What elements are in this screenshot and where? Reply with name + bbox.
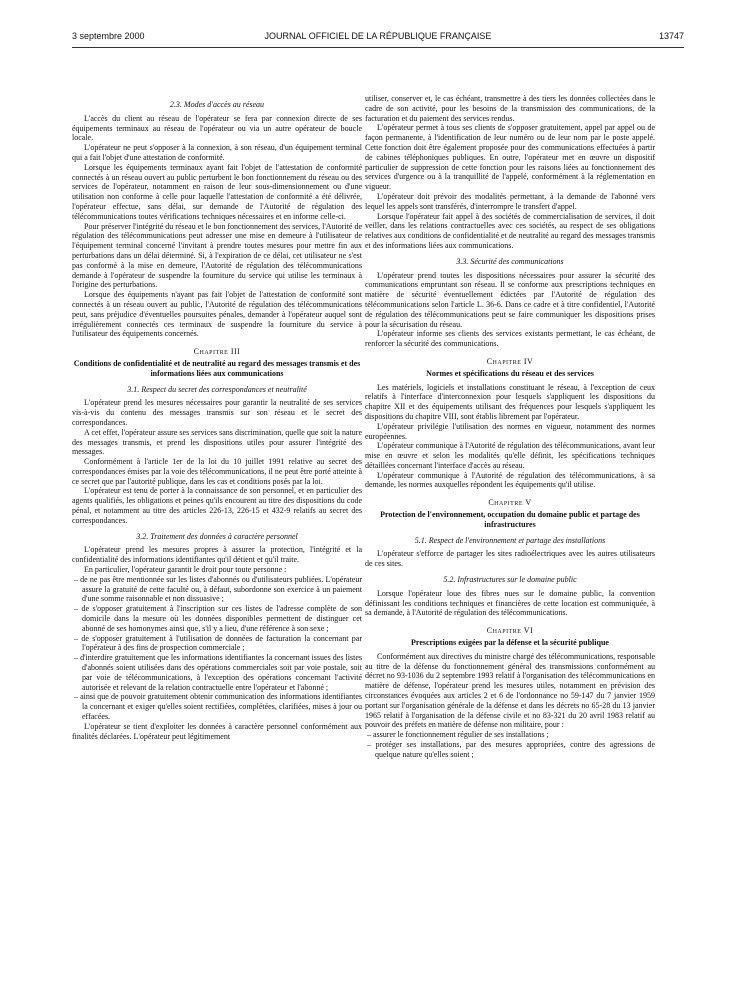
header-rule <box>72 47 684 48</box>
paragraph: utiliser, conserver et, le cas échéant, transmettre à des tiers les données collectées dans le cadre de son activité, pour les besoins de la transmission des communications, de la facturation et du paiement des services rendus. <box>365 94 655 123</box>
paragraph: L'opérateur prend toutes les dispositions nécessaires pour assurer la sécurité des communications empruntant son réseau. Il se conforme aux prescriptions techniques en matière de sécurité éventuellement édictées par l'Autorité de régulation des télécommunications selon l'article L. 36-6. Dans ce cadre et à titre confidentiel, l'Autorité de régulation des télécommunications peut se faire communiquer les dispositions prises pour la sécurisation du réseau. <box>365 270 655 329</box>
paragraph: A cet effet, l'opérateur assure ses services sans discrimination, quelle que soit la nature des messages transmis, et prend les dispositions utiles pour assurer l'intégrité des messages. <box>72 427 362 457</box>
paragraph: L'opérateur se tient d'exploiter les données à caractère personnel conformément aux finalités déclarées. L'opérateur peut légitimement <box>72 721 362 741</box>
list-item: – assurer le fonctionnement régulier de ses installations ; <box>367 730 549 740</box>
chapter-title-6: Prescriptions exigées par la défense et la sécurité publique <box>411 638 609 648</box>
paragraph: Les matériels, logiciels et installations constituant le réseau, à l'exception de ceux relatifs à l'interface d'interconnexion pour lesquels s'appliquent les dispositions du chapitre XII et des équipements utilisant des fréquences pour lesquels s'appliquent les dispositions du chapitre VIII, sont établis librement par l'opérateur. <box>365 382 655 421</box>
list-item: – de s'opposer gratuitement à l'utilisation de données de facturation la concernant par l'opérateur à des fins de prospection commerciale ; <box>74 633 362 653</box>
paragraph: En particulier, l'opérateur garantit le droit pour toute personne : <box>84 565 287 575</box>
paragraph: L'opérateur ne peut s'opposer à la connexion, à son réseau, d'un équipement terminal qui a fait l'objet d'une attestation de conformité. <box>72 143 362 162</box>
list-item: – de ne pas être mentionnée sur les listes d'abonnés ou d'utilisateurs publiées. L'opérateur assure la gratuité de cette faculté ou, à défaut, subordonne son exercice à un paiement d'une somme raisonnable et non dissuasive ; <box>74 574 362 604</box>
header-date: 3 septembre 2000 <box>72 31 145 41</box>
paragraph: Lorsque l'opérateur loue des fibres nues sur le domaine public, la convention définissant les conditions techniques et financières de cette location est communiquée, à sa demande, à l'Autorité de régulation des télécommunications. <box>365 588 655 618</box>
paragraph: Pour préserver l'intégrité du réseau et le bon fonctionnement des services, l'Autorité de régulation des télécommunications peut adresser une mise en demeure à l'utilisateur de l'équipement terminal concerné l'invitant à prendre toutes mesures pour mettre fin aux perturbations dans un délai déterminé. Si, à l'expiration de ce délai, cet utilisateur ne s'est pas conformé à la mise en demeure, l'Autorité de régulation des télécommunications demande à l'opérateur de suspendre la fourniture du service qui utilise les terminaux à l'origine des perturbations. <box>72 221 362 290</box>
section-heading-2-3: 2.3. Modes d'accès au réseau <box>169 100 265 109</box>
list-item: – d'interdire gratuitement que les informations identifiantes la concernant issues des listes d'abonnés soient utilisées dans des opérations commerciales soit par voie postale, soit par voie de télécommunications, à l'exception des opérations concernant l'activité autorisée et relevant de la relation contractuelle entre l'opérateur et l'abonné ; <box>74 653 362 692</box>
chapter-heading-5: Chapitre V <box>488 498 532 508</box>
paragraph: Lorsque les équipements terminaux ayant fait l'objet de l'attestation de conformité connectés à un réseau ouvert au public perturbent le bon fonctionnement du réseau ou des services de l'opérateur, notamment en raison de leur sous-dimensionnement ou d'une utilisation non conforme à celle pour laquelle l'attestation de conformité a été délivrée, l'opérateur effectue, sans délai, sur demande de l'Autorité de régulation des télécommunications toutes vérifications techniques nécessaires et en informe celle-ci. <box>72 162 362 221</box>
chapter-heading-6: Chapitre VI <box>486 626 534 636</box>
header-journal-title: JOURNAL OFFICIEL DE LA RÉPUBLIQUE FRANÇAISE <box>264 31 492 41</box>
paragraph: L'opérateur communique à l'Autorité de régulation des télécommunications, à sa demande, les normes auxquelles répondent les équipements qu'il utilise. <box>365 470 655 490</box>
header-page-number: 13747 <box>658 31 684 41</box>
section-heading-3-2: 3.2. Traitement des données à caractère personnel <box>136 531 298 541</box>
chapter-title-5: Protection de l'environnement, occupation du domaine public et partage des infrastructures <box>380 510 640 529</box>
chapter-heading-3: Chapitre III <box>193 347 241 357</box>
rights-list <box>72 575 362 722</box>
section-heading-5-2: 5.2. Infrastructures sur le domaine public <box>443 575 577 585</box>
paragraph: L'opérateur communique à l'Autorité de régulation des télécommunications, avant leur mise en œuvre et selon les modalités qu'elle définit, les spécifications techniques détaillées concernant l'interface d'accès au réseau. <box>365 441 655 470</box>
section-heading-3-1: 3.1. Respect du secret des correspondances et neutralité <box>127 384 307 394</box>
paragraph: L'opérateur doit prévoir des modalités permettant, à la demande de l'abonné vers lequel les appels sont transférés, d'interrompre le transfert d'appel. <box>365 191 655 211</box>
left-column <box>72 94 362 741</box>
list-item: – ainsi que de pouvoir gratuitement obtenir communication des informations identifiantes la concernant et exiger qu'elles soient rectifiées, complétées, clarifiées, mises à jour ou effacées. <box>74 692 362 722</box>
paragraph: L'opérateur prend les mesures propres à assurer la protection, l'intégrité et la confidentialité des informations identifiantes qu'il détient et qu'il traite. <box>72 545 362 565</box>
list-item: – protéger ses installations, par des mesures appropriées, contre des agressions de quelque nature qu'elles soient ; <box>367 740 655 759</box>
paragraph: L'opérateur informe ses clients des services existants permettant, le cas échéant, de renforcer la sécurité des communications. <box>365 329 655 349</box>
paragraph: L'accès du client au réseau de l'opérateur se fera par connexion directe de ses équipements terminaux au réseau de l'opérateur ou via un autre opérateur de boucle locale. <box>72 113 362 143</box>
right-column <box>365 94 655 760</box>
chapter-title-4: Normes et spécifications du réseau et des services <box>426 368 594 378</box>
section-heading-3-3: 3.3. Sécurité des communications <box>456 256 564 266</box>
defense-measures-list <box>365 730 655 759</box>
paragraph: L'opérateur privilégie l'utilisation des normes en vigueur, notamment des normes européennes. <box>365 421 655 441</box>
page-header <box>72 31 684 45</box>
chapter-title-3: Conditions de confidentialité et de neutralité au regard des messages transmis et des informations liées aux communications <box>73 358 361 378</box>
paragraph: L'opérateur s'efforce de partager les sites radioélectriques avec les autres utilisateurs de ces sites. <box>365 549 655 569</box>
paragraph: Lorsque des équipements n'ayant pas fait l'objet de l'attestation de conformité sont connectés à un réseau ouvert au public, l'Autorité de régulation des télécommunications peut, sans préjudice d'éventuelles poursuites pénales, demander à l'opérateur auquel sont irrégulièrement connectés ces terminaux de suspendre la fourniture du service à l'utilisateur des équipements concernés. <box>72 290 362 339</box>
paragraph: Conformément à l'article 1er de la loi du 10 juillet 1991 relative au secret des correspondances émises par la voie des télécommunications, il ne peut être porté atteinte à ce secret que par l'autorité publique, dans les cas et conditions posés par la loi. <box>72 457 362 486</box>
paragraph: L'opérateur prend les mesures nécessaires pour garantir la neutralité de ses services vis-à-vis du contenu des messages transmis sur son réseau et le secret des correspondances. <box>72 398 362 427</box>
section-heading-5-1: 5.1. Respect de l'environnement et partage des installations <box>414 535 606 545</box>
paragraph: L'opérateur permet à tous ses clients de s'opposer gratuitement, appel par appel ou de façon permanente, à l'identification de leur numéro ou de leur nom par le poste appelé. Cette fonction doit être également proposée pour des communications effectuées à partir de cabines téléphoniques publiques. En outre, l'opérateur met en œuvre un dispositif particulier de suppression de cette fonction pour les raisons liées au fonctionnement des services d'urgence ou à la tranquillité de l'appelé, conformément à la réglementation en vigueur. <box>365 123 655 192</box>
chapter-heading-4: Chapitre IV <box>486 356 534 366</box>
paragraph: Conformément aux directives du ministre chargé des télécommunications, responsable au titre de la défense du fonctionnement général des transmissions conformément au décret no 93-1036 du 2 septembre 1993 relatif à l'organisation des télécommunications en matière de défense, l'opérateur prend les mesures utiles, notamment en prévision des circonstances évoquées aux articles 2 et 6 de l'ordonnance no 59-147 du 7 janvier 1959 portant sur l'organisation générale de la défense et dans les décrets no 65-28 du 13 janvier 1965 relatif à l'organisation de la défense civile et no 83-321 du 20 avril 1983 relatif au pouvoir des préfets en matière de défense non militaire, pour : <box>365 651 655 730</box>
list-item: – de s'opposer gratuitement à l'inscription sur ces listes de l'adresse complète de son domicile dans la mesure où les données disponibles permettent de distinguer cet abonné de ses homonymes ainsi que, s'il y a lieu, d'une référence à son sexe ; <box>74 604 362 633</box>
paragraph: L'opérateur est tenu de porter à la connaissance de son personnel, et en particulier des agents qualifiés, les obligations et peines qu'ils encourent au titre des dispositions du code pénal, et notamment au titre des articles 226-13, 226-15 et 432-9 relatifs au secret des correspondances. <box>72 486 362 525</box>
paragraph: Lorsque l'opérateur fait appel à des sociétés de commercialisation de services, il doit veiller, dans les relations contractuelles avec ces sociétés, au respect de ses obligations relatives aux conditions de confidentialité et de neutralité au regard des messages transmis et des informations liées aux communications. <box>365 211 655 250</box>
